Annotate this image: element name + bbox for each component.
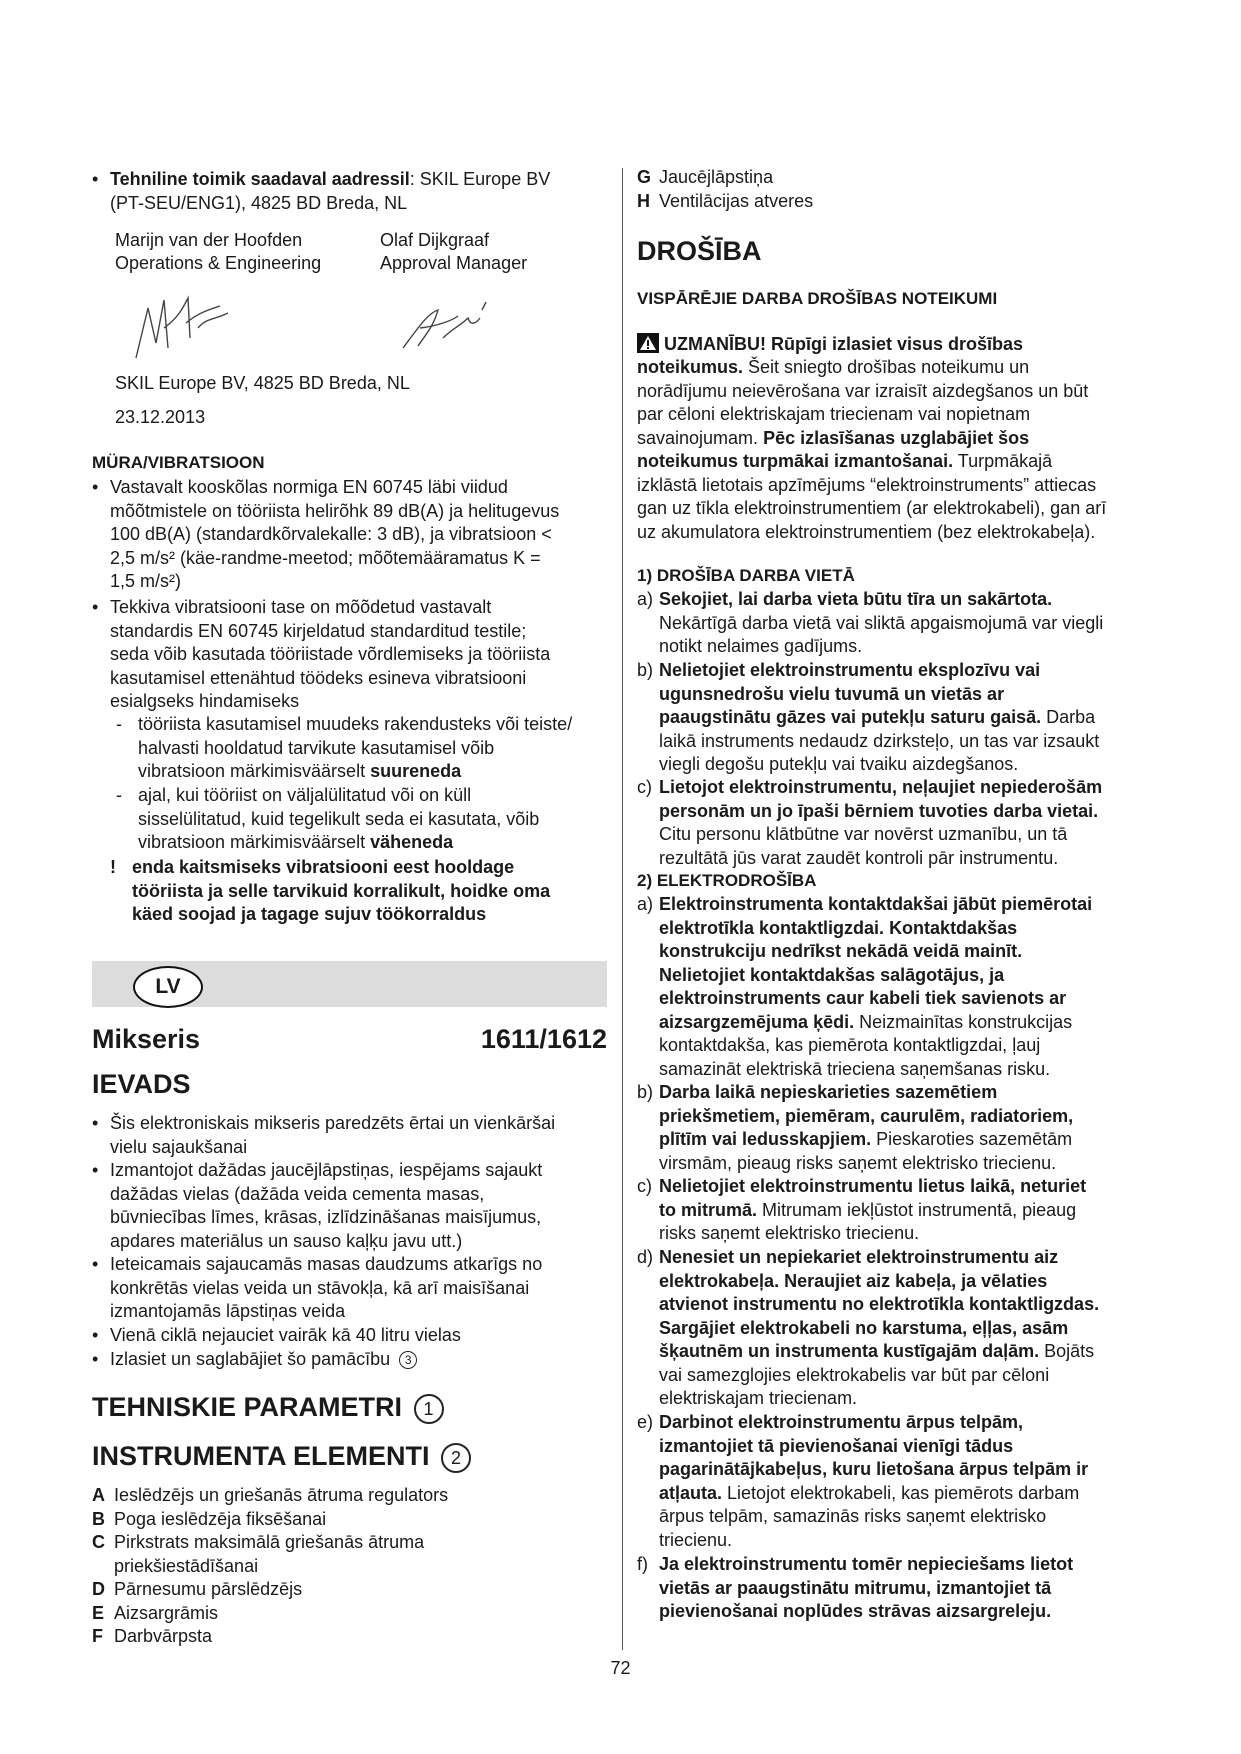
tech-params-heading: TEHNISKIE PARAMETRI 1 <box>92 1391 444 1424</box>
workplace-safety-heading: 1) DROŠĪBA DARBA VIETĀ <box>637 566 855 585</box>
declaration-date: 23.12.2013 <box>115 407 206 427</box>
safety-heading: DROŠĪBA <box>637 236 762 266</box>
tech-file-label: Tehniline toimik saadaval aadressil <box>110 169 410 189</box>
signatory-2-name: Olaf Dijkgraaf <box>380 230 490 250</box>
figure-3-badge: 3 <box>399 1351 417 1369</box>
bullet-marker: • <box>92 169 99 189</box>
signature-1-image <box>128 288 238 368</box>
figure-2-badge: 2 <box>441 1443 471 1473</box>
electrical-safety-heading: 2) ELEKTRODROŠĪBA <box>637 871 817 890</box>
product-name: Mikseris <box>92 1024 201 1054</box>
signatory-1-name: Marijn van der Hoofden <box>115 230 303 250</box>
noise-heading: MÜRA/VIBRATSIOON <box>92 453 265 472</box>
company-address: SKIL Europe BV, 4825 BD Breda, NL <box>115 373 410 393</box>
intro-heading: IEVADS <box>92 1069 191 1099</box>
figure-1-badge: 1 <box>414 1394 444 1424</box>
elements-heading: INSTRUMENTA ELEMENTI 2 <box>92 1440 471 1473</box>
page-number: 72 <box>610 1658 631 1678</box>
language-badge: LV <box>133 966 203 1008</box>
tech-file-address: : SKIL Europe BV <box>409 169 551 189</box>
signature-2-image <box>398 298 493 358</box>
column-divider <box>622 168 623 1650</box>
signatory-1-title: Operations & Engineering <box>115 253 322 273</box>
tech-file-address-2: (PT-SEU/ENG1), 4825 BD Breda, NL <box>110 192 408 213</box>
warning-triangle-icon <box>637 333 659 353</box>
general-safety-heading: VISPĀRĒJIE DARBA DROŠĪBAS NOTEIKUMI <box>637 289 998 308</box>
signatory-2-title: Approval Manager <box>380 253 528 273</box>
product-model: 1611/1612 <box>480 1024 607 1054</box>
